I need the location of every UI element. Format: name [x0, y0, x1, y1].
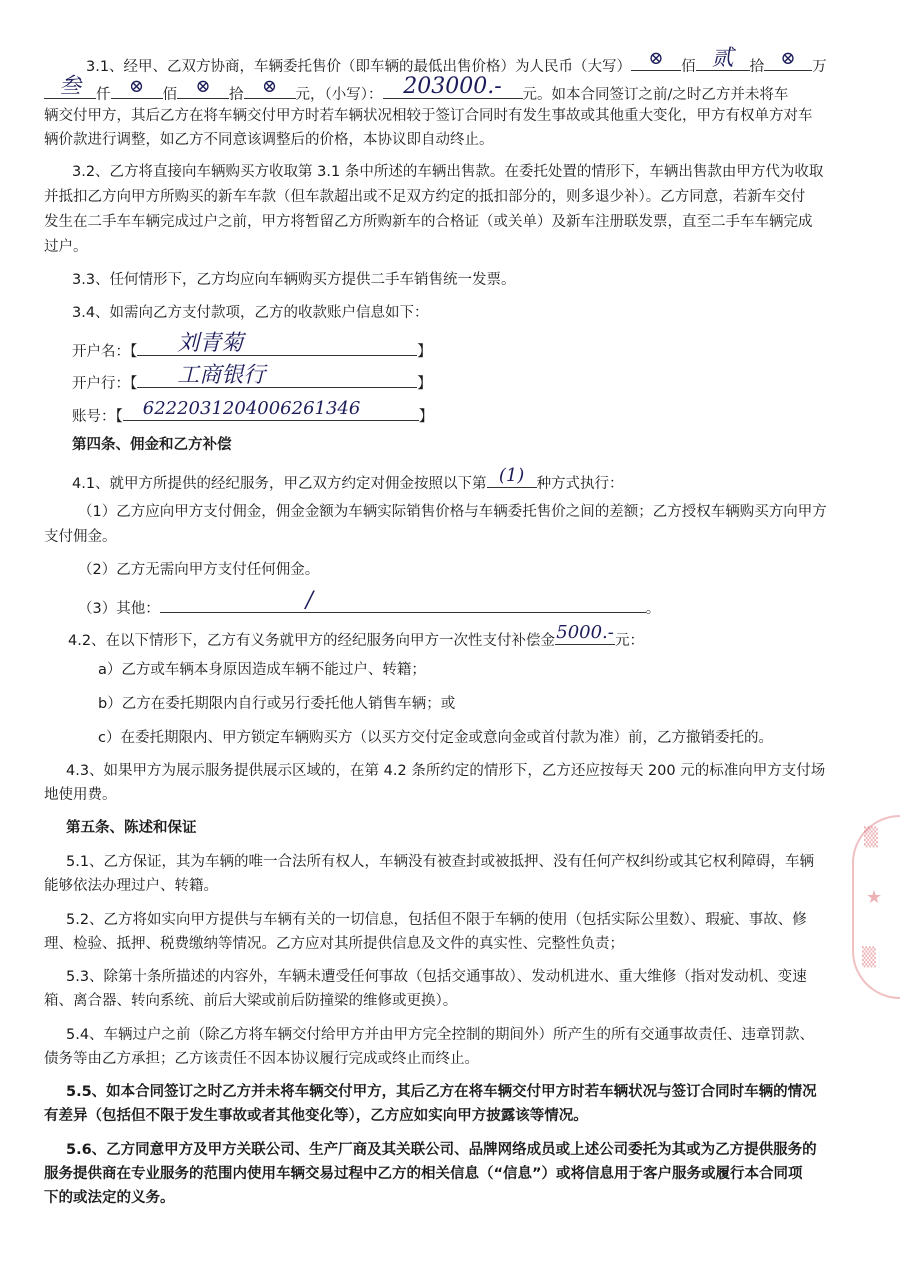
- seal-stamp-icon: ▒ ★ ▒: [852, 815, 900, 999]
- unit-field: ⊗: [244, 80, 296, 99]
- clause-3-3: 3.3、任何情形下，乙方均应向车辆购买方提供二手车销售统一发票。: [72, 272, 516, 288]
- commission-option-field: (1): [487, 469, 537, 488]
- clause-5-3-line2: 箱、离合器、转向系统、前后大梁或前后防撞梁的维修或更换）。: [44, 993, 458, 1009]
- account-name-row: 开户名：【 刘青菊 】: [72, 331, 432, 360]
- clause-5-1-line2: 能够依法办理过户、转籍。: [44, 878, 218, 894]
- bank-row: 开户行：【 工商银行 】: [72, 363, 432, 392]
- clause-5-1-line1: 5.1、乙方保证，其为车辆的唯一合法所有权人，车辆没有被查封或被抵押、没有任何产权纠纷或其它权利障碍，车辆: [66, 854, 815, 870]
- clause-3-2-line1: 3.2、乙方将直接向车辆购买方收取第 3.1 条中所述的车辆出售款。在委托处置的情形下，车辆出售款由甲方代为收取: [72, 164, 824, 180]
- clause-5-5-line1: 5.5、如本合同签订之时乙方并未将车辆交付甲方，其后乙方在将车辆交付甲方时若车辆状况与签订合同时车辆的情况: [66, 1084, 817, 1100]
- clause-4-2-a: a）乙方或车辆本身原因造成车辆不能过户、转籍；: [98, 662, 426, 678]
- clause-5-4-line2: 债务等由乙方承担；乙方该责任不因本协议履行完成或终止而终止。: [44, 1051, 479, 1067]
- million-field: ⊗: [764, 52, 812, 71]
- thousand-field: 叁: [44, 80, 96, 99]
- amount-small-field: 203000.-: [383, 80, 523, 99]
- option-1-line1: （1）乙方应向甲方支付佣金，佣金金额为车辆实际销售价格与车辆委托售价之间的差额；乙方授权车辆购买方向甲方: [78, 504, 827, 520]
- clause-3-2-line2: 并抵扣乙方向甲方所购买的新车车款（但车款超出或不足双方约定的抵扣部分的，则多退少补）。乙方同意，若新车交付: [44, 189, 806, 205]
- clause-3-1-line4: 辆价款进行调整，如乙方不同意该调整后的价格，本协议即自动终止。: [44, 132, 494, 148]
- clause-3-2-line4: 过户。: [44, 239, 88, 255]
- compensation-field: 5000.-: [556, 622, 614, 643]
- clause-3-1-line2: 叁 仟 ⊗ 佰 ⊗ 拾 ⊗ 元，（小写）： 203000.- 元。如本合同签订之前/之时乙方并未将车: [44, 80, 788, 105]
- bank-field: 工商银行: [137, 369, 417, 388]
- hundred-million-field: ⊗: [631, 52, 681, 71]
- clause-3-2-line3: 发生在二手车车辆完成过户之前，甲方将暂留乙方所购新车的合格证（或关单）及新车注册联发票，直至二手车车辆完成: [44, 214, 813, 230]
- clause-3-1-line3: 辆交付甲方，其后乙方在将车辆交付甲方时若车辆状况相较于签订合同时有发生事故或其他重大变化，甲方有权单方对车: [44, 108, 813, 124]
- clause-4-1: 4.1、就甲方所提供的经纪服务，甲乙双方约定对佣金按照以下第 (1) 种方式执行：: [72, 465, 624, 492]
- clause-4-3-line1: 4.3、如果甲方为展示服务提供展示区域的，在第 4.2 条所约定的情形下，乙方还应按每天 200 元的标准向甲方支付场: [66, 763, 826, 779]
- option-2: （2）乙方无需向甲方支付任何佣金。: [78, 562, 320, 578]
- option-1-line2: 支付佣金。: [44, 529, 117, 545]
- ten-field: ⊗: [177, 80, 229, 99]
- article-5-title: 第五条、陈述和保证: [66, 820, 197, 836]
- clause-4-3-line2: 地使用费。: [44, 787, 117, 803]
- clause-4-2: 4.2、在以下情形下，乙方有义务就甲方的经纪服务向甲方一次性支付补偿金 5000.- 元：: [68, 622, 645, 649]
- clause-3-1-line1: 3.1、经甲、乙双方协商，车辆委托售价（即车辆的最低出售价格）为人民币（大写） ⊗ 佰 贰 拾 ⊗ 万: [86, 46, 827, 75]
- option-3-field: /: [160, 594, 646, 613]
- option-3: （3）其他： / 。: [78, 588, 661, 617]
- account-no-field: 6222031204006261346: [123, 402, 419, 421]
- clause-5-5-line2: 有差异（包括但不限于发生事故或者其他变化等），乙方应如实向甲方披露该等情况。: [44, 1108, 588, 1124]
- ten-million-field: 贰: [696, 52, 750, 71]
- clause-5-4-line1: 5.4、车辆过户之前（除乙方将车辆交付给甲方并由甲方完全控制的期间外）所产生的所有交通事故责任、违章罚款、: [66, 1027, 815, 1043]
- clause-4-2-b: b）乙方在委托期限内自行或另行委托他人销售车辆；或: [98, 696, 456, 712]
- clause-5-3-line1: 5.3、除第十条所描述的内容外，车辆未遭受任何事故（包括交通事故）、发动机进水、重大维修（指对发动机、变速: [66, 969, 807, 985]
- clause-3-4-intro: 3.4、如需向乙方支付款项，乙方的收款账户信息如下：: [72, 305, 429, 321]
- clause-5-6-line3: 下的或法定的义务。: [44, 1190, 175, 1206]
- clause-4-2-c: c）在委托期限内、甲方锁定车辆购买方（以买方交付定金或意向金或首付款为准）前，乙方撤销委托的。: [98, 730, 773, 746]
- account-no-row: 账号：【 6222031204006261346 】: [72, 398, 434, 425]
- article-4-title: 第四条、佣金和乙方补偿: [72, 437, 232, 453]
- clause-5-2-line1: 5.2、乙方将如实向甲方提供与车辆有关的一切信息，包括但不限于车辆的使用（包括实际公里数）、瑕疵、事故、修: [66, 912, 807, 928]
- clause-5-6-line2: 服务提供商在专业服务的范围内使用车辆交易过程中乙方的相关信息（“信息”）或将信息用于客户服务或履行本合同项: [44, 1166, 803, 1182]
- clause-5-2-line2: 理、检验、抵押、税费缴纳等情况。乙方应对其所提供信息及文件的真实性、完整性负责；: [44, 936, 624, 952]
- clause-5-6-line1: 5.6、乙方同意甲方及甲方关联公司、生产厂商及其关联公司、品牌网络成员或上述公司委托为其或为乙方提供服务的: [66, 1142, 817, 1158]
- account-name-field: 刘青菊: [137, 337, 417, 356]
- hundred-field: ⊗: [111, 80, 163, 99]
